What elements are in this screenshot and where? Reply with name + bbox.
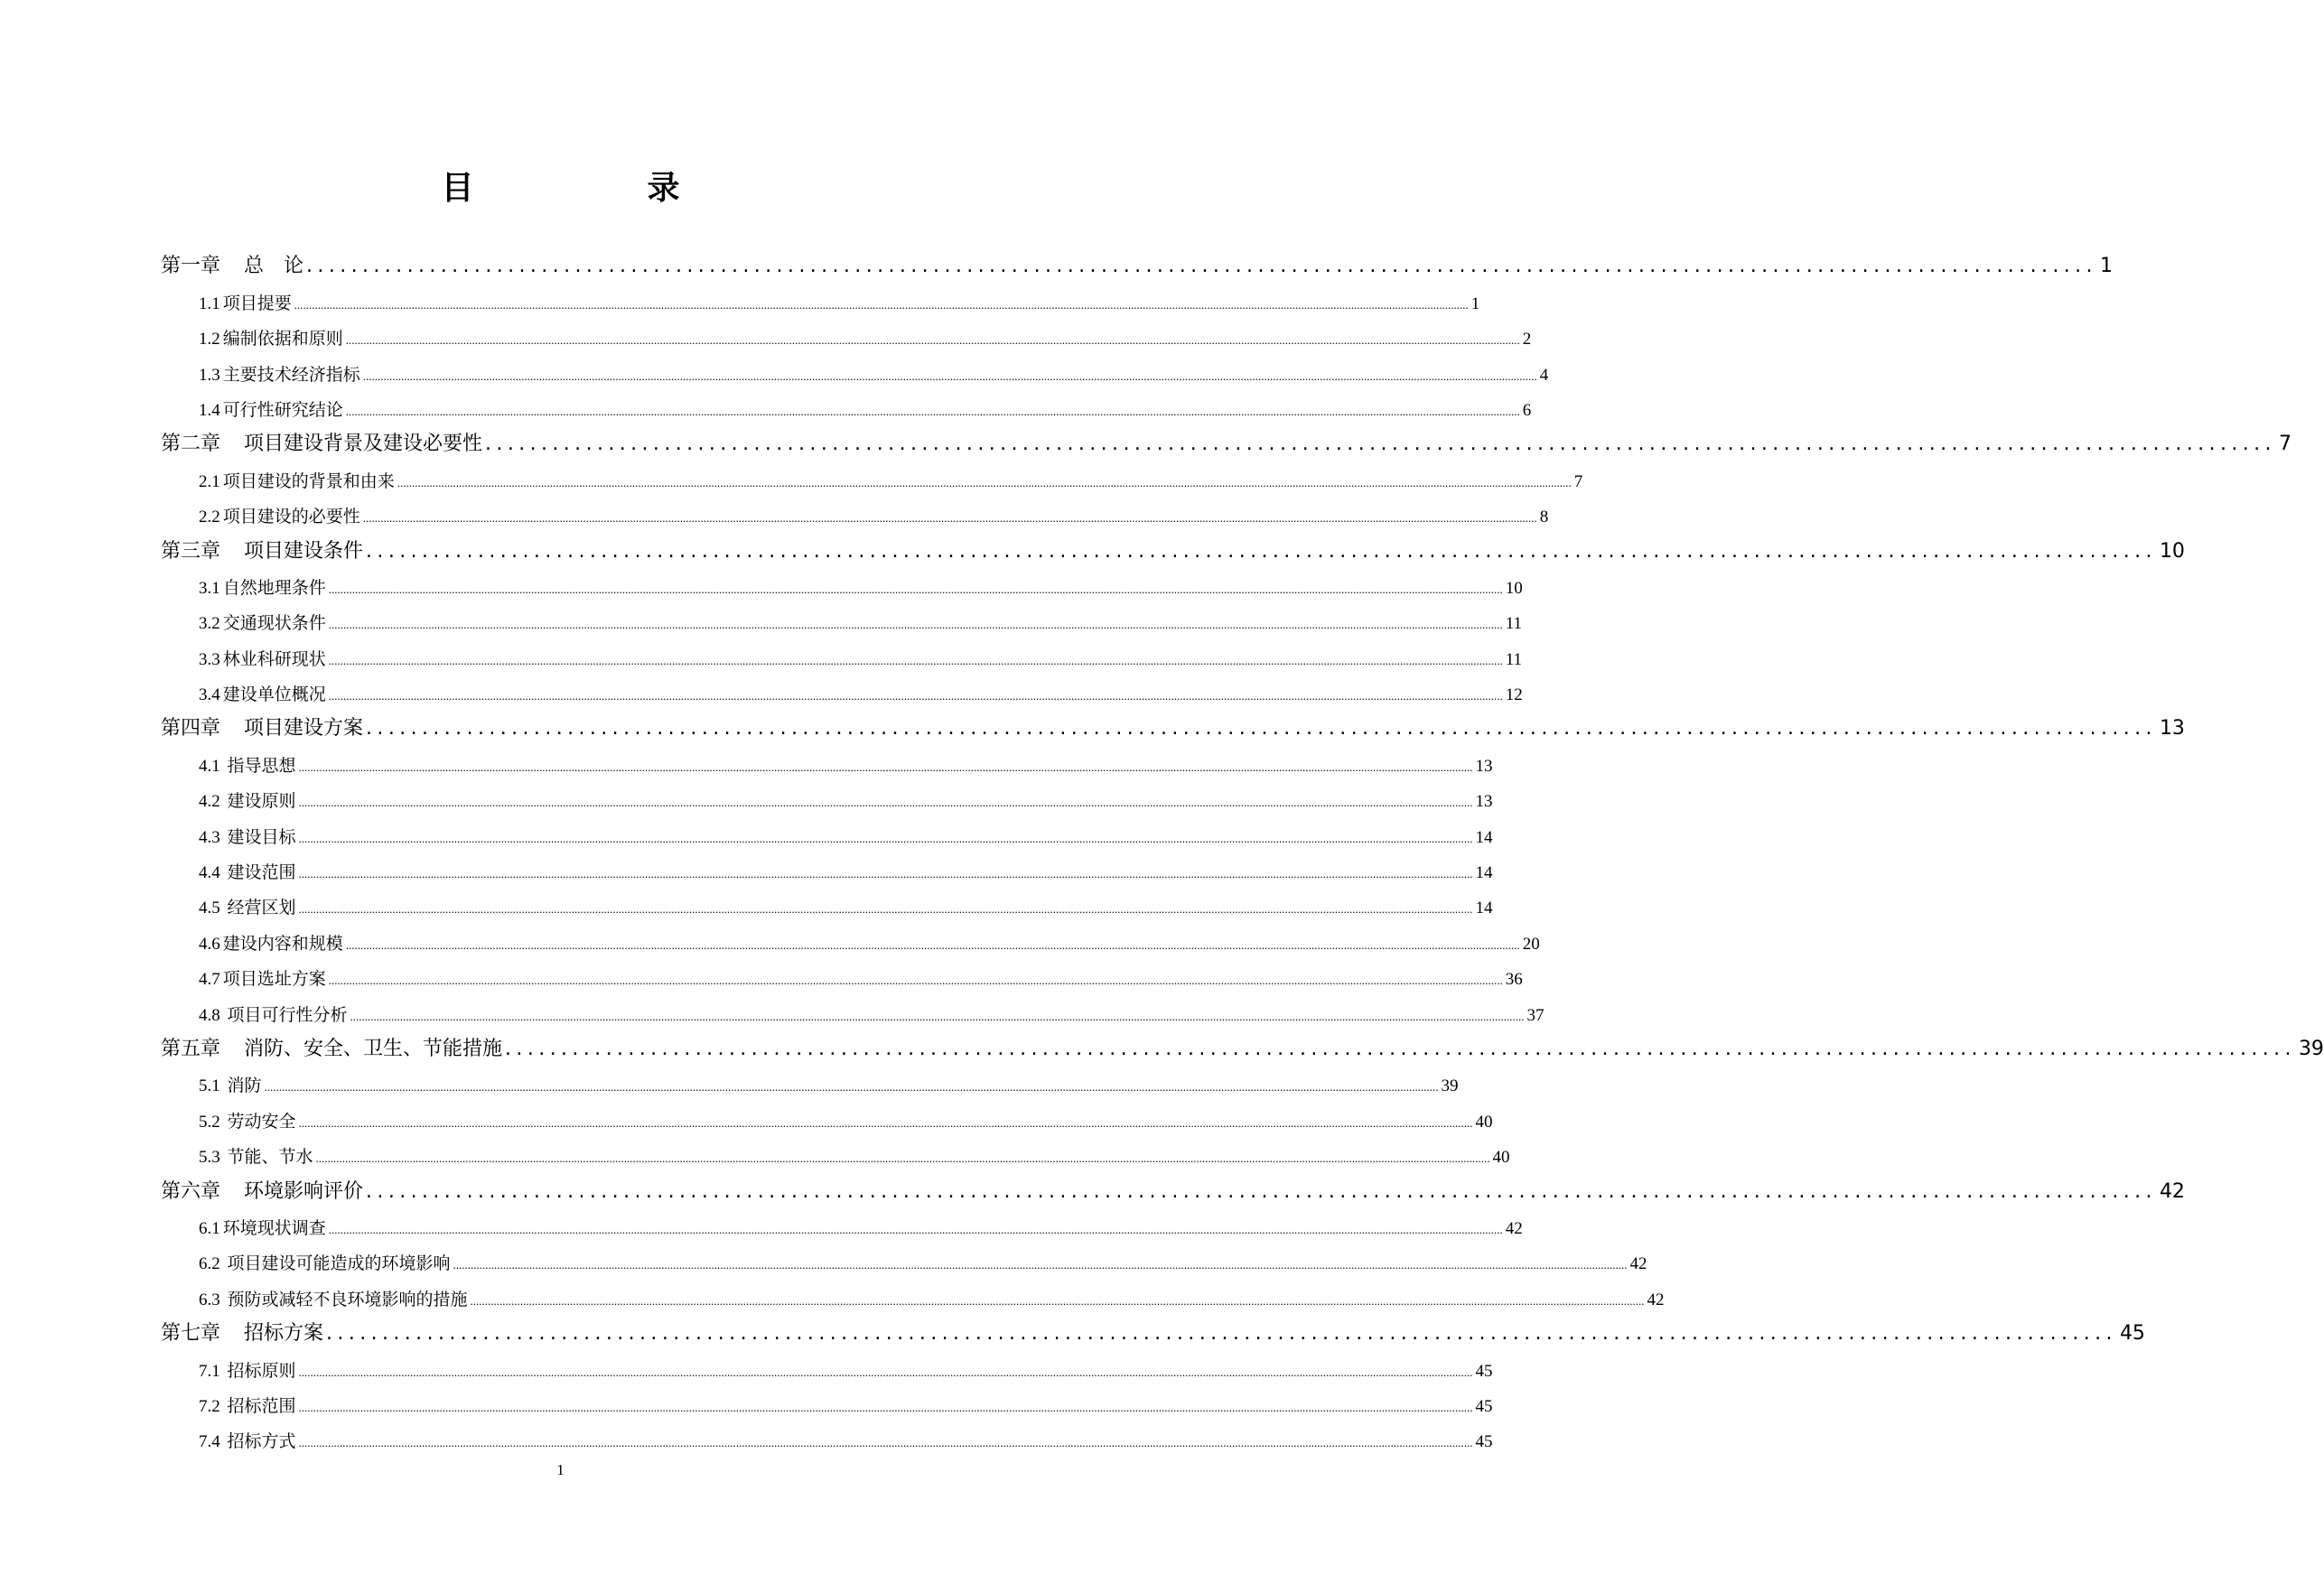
toc-section-entry[interactable] <box>161 498 1549 534</box>
section-page-number: 10 <box>1505 578 1523 598</box>
dot-leader: ................................................................................................................................................................ <box>306 255 2097 278</box>
section-title: 项目可行性分析 <box>222 1005 348 1025</box>
section-page-number: 4 <box>1539 365 1549 385</box>
section-page-number: 13 <box>1475 792 1493 812</box>
section-title: 建设目标 <box>222 827 296 847</box>
chapter-title: 招标方案 <box>244 1322 324 1346</box>
toc-section-entry[interactable] <box>161 605 1523 640</box>
section-page-number: 7 <box>1573 471 1583 491</box>
dot-leader: ................................................................................................................................................................................................................................................................................................................................................................................................................ <box>264 1080 1439 1095</box>
section-page-number: 11 <box>1505 614 1523 634</box>
section-page-number: 42 <box>1647 1290 1665 1309</box>
section-title: 环境现状调查 <box>222 1218 326 1238</box>
section-label: 6.1 <box>199 1218 220 1238</box>
section-title: 建设原则 <box>222 792 296 812</box>
toc-section-entry[interactable] <box>161 1067 1459 1103</box>
dot-leader: ................................................................................................................................................................................................................................................................................................................................................................................................................ <box>298 902 1473 917</box>
dot-leader: ................................................................................................................................................................................................................................................................................................................................................................................................................ <box>315 1151 1490 1166</box>
section-page-number: 20 <box>1522 934 1540 954</box>
toc-section-entry[interactable] <box>161 854 1493 890</box>
dot-leader: ................................................................................................................................................................................................................................................................................................................................................................................................................ <box>470 1293 1645 1308</box>
dot-leader: ................................................................................................................................................................................................................................................................................................................................................................................................................ <box>453 1258 1628 1272</box>
section-label: 1.3 <box>199 365 220 385</box>
section-page-number: 11 <box>1505 649 1523 669</box>
section-title: 项目选址方案 <box>222 970 326 990</box>
section-title: 林业科研现状 <box>222 649 326 669</box>
chapter-page-number: 1 <box>2099 255 2113 278</box>
section-title: 招标方式 <box>222 1432 296 1452</box>
dot-leader: ................................................................................................................................................................................................................................................................................................................................................................................................................ <box>298 867 1473 881</box>
dot-leader: ................................................................................................................................................................................................................................................................................................................................................................................................................ <box>298 1365 1473 1379</box>
section-label: 7.4 <box>199 1432 220 1452</box>
toc-section-entry[interactable] <box>161 676 1523 712</box>
section-label: 2.1 <box>199 471 220 491</box>
section-label: 4.3 <box>199 827 220 847</box>
toc-section-entry[interactable] <box>161 890 1493 925</box>
toc-section-entry[interactable] <box>161 462 1583 498</box>
dot-leader: ................................................................................................................................................................ <box>485 433 2276 456</box>
section-title: 项目建设的背景和由来 <box>222 471 395 491</box>
toc-section-entry[interactable] <box>161 818 1493 853</box>
section-label: 4.8 <box>199 1005 220 1025</box>
dot-leader: ................................................................................................................................................................................................................................................................................................................................................................................................................ <box>298 759 1473 774</box>
section-title: 指导思想 <box>222 756 296 776</box>
section-page-number: 42 <box>1629 1254 1647 1274</box>
section-title: 预防或减轻不良环境影响的措施 <box>222 1290 468 1309</box>
section-title: 项目提要 <box>222 294 292 313</box>
dot-leader: ................................................................................................................................................................ <box>366 539 2157 563</box>
chapter-title: 项目建设方案 <box>244 717 364 741</box>
dot-leader: ................................................................................................................................................................................................................................................................................................................................................................................................................ <box>298 831 1473 845</box>
section-page-number: 45 <box>1475 1396 1493 1416</box>
toc-chapter-entry[interactable] <box>161 1317 2145 1352</box>
chapter-page-number: 7 <box>2278 433 2291 456</box>
chapter-label: 第二章 <box>161 433 221 456</box>
section-page-number: 45 <box>1475 1361 1493 1381</box>
section-title: 自然地理条件 <box>222 578 326 598</box>
section-label: 1.2 <box>199 330 220 349</box>
section-label: 7.1 <box>199 1361 220 1381</box>
toc-title: 目 录 <box>441 170 751 207</box>
section-page-number: 14 <box>1475 899 1493 918</box>
dot-leader: ................................................................................................................................................................................................................................................................................................................................................................................................................ <box>328 582 1503 596</box>
dot-leader: ................................................................................................................................................................ <box>366 717 2157 741</box>
toc-section-entry[interactable] <box>161 570 1523 605</box>
section-label: 4.7 <box>199 970 220 990</box>
toc-section-entry[interactable] <box>161 1281 1665 1316</box>
section-page-number: 45 <box>1475 1432 1493 1452</box>
section-label: 4.6 <box>199 934 220 954</box>
dot-leader: ................................................................................................................................................................................................................................................................................................................................................................................................................ <box>294 297 1469 312</box>
chapter-title: 总 论 <box>244 255 304 278</box>
section-page-number: 13 <box>1475 756 1493 776</box>
dot-leader: ................................................................................................................................................................ <box>366 1179 2157 1203</box>
chapter-title: 消防、安全、卫生、节能措施 <box>244 1037 503 1060</box>
section-title: 消防 <box>222 1076 262 1096</box>
section-title: 项目建设可能造成的环境影响 <box>222 1254 451 1274</box>
dot-leader: ................................................................................................................................................................................................................................................................................................................................................................................................................ <box>397 475 1572 489</box>
toc-section-entry[interactable] <box>161 1423 1493 1458</box>
chapter-label: 第七章 <box>161 1322 221 1346</box>
section-title: 建设内容和规模 <box>222 934 343 954</box>
section-page-number: 2 <box>1522 330 1532 349</box>
section-title: 交通现状条件 <box>222 614 326 634</box>
dot-leader: ................................................................................................................................................................................................................................................................................................................................................................................................................ <box>345 937 1520 952</box>
section-page-number: 6 <box>1522 400 1532 420</box>
dot-leader: ................................................................................................................................................................................................................................................................................................................................................................................................................ <box>298 1436 1473 1450</box>
toc-section-entry[interactable] <box>161 356 1549 391</box>
toc-list <box>161 249 2324 1458</box>
dot-leader: ................................................................................................................................................................................................................................................................................................................................................................................................................ <box>298 1400 1473 1414</box>
toc-section-entry[interactable] <box>161 640 1523 676</box>
toc-section-entry[interactable] <box>161 1352 1493 1387</box>
section-label: 4.4 <box>199 863 220 883</box>
toc-section-entry[interactable] <box>161 1139 1510 1174</box>
dot-leader: ................................................................................................................................................................................................................................................................................................................................................................................................................ <box>298 796 1473 810</box>
toc-section-entry[interactable] <box>161 747 1493 782</box>
section-label: 7.2 <box>199 1396 220 1416</box>
toc-section-entry[interactable] <box>161 284 1480 320</box>
chapter-label: 第一章 <box>161 255 221 278</box>
chapter-label: 第六章 <box>161 1179 221 1203</box>
chapter-page-number: 10 <box>2159 539 2185 563</box>
section-label: 3.3 <box>199 649 220 669</box>
toc-chapter-entry[interactable] <box>161 1174 2185 1209</box>
section-page-number: 8 <box>1539 508 1549 527</box>
section-title: 建设单位概况 <box>222 685 326 705</box>
toc-section-entry[interactable] <box>161 996 1545 1031</box>
chapter-title: 环境影响评价 <box>244 1179 364 1203</box>
section-title: 项目建设的必要性 <box>222 508 360 527</box>
page-number: 1 <box>556 1461 565 1478</box>
section-label: 5.3 <box>199 1148 220 1168</box>
toc-section-entry[interactable] <box>161 925 1540 960</box>
section-label: 3.4 <box>199 685 220 705</box>
section-page-number: 39 <box>1441 1076 1459 1096</box>
chapter-page-number: 45 <box>2119 1322 2145 1346</box>
chapter-title: 项目建设背景及建设必要性 <box>244 433 483 456</box>
section-label: 4.2 <box>199 792 220 812</box>
section-label: 4.1 <box>199 756 220 776</box>
dot-leader: ................................................................................................................................................................................................................................................................................................................................................................................................................ <box>328 1222 1503 1236</box>
chapter-label: 第五章 <box>161 1037 221 1060</box>
chapter-page-number: 42 <box>2159 1179 2185 1203</box>
dot-leader: ................................................................................................................................................................ <box>326 1322 2117 1346</box>
chapter-title: 项目建设条件 <box>244 539 364 563</box>
section-page-number: 42 <box>1505 1218 1523 1238</box>
section-title: 主要技术经济指标 <box>222 365 360 385</box>
toc-section-entry[interactable] <box>161 1103 1493 1138</box>
toc-section-entry[interactable] <box>161 783 1493 818</box>
dot-leader: ................................................................................................................................................................................................................................................................................................................................................................................................................ <box>328 618 1503 632</box>
section-title: 劳动安全 <box>222 1112 296 1132</box>
section-page-number: 40 <box>1492 1148 1510 1168</box>
section-page-number: 14 <box>1475 827 1493 847</box>
section-label: 5.2 <box>199 1112 220 1132</box>
chapter-label: 第三章 <box>161 539 221 563</box>
toc-chapter-entry[interactable] <box>161 1032 2324 1067</box>
dot-leader: ................................................................................................................................................................................................................................................................................................................................................................................................................ <box>362 511 1537 526</box>
section-page-number: 14 <box>1475 863 1493 883</box>
dot-leader: ................................................................................................................................................................................................................................................................................................................................................................................................................ <box>328 974 1503 988</box>
section-label: 3.1 <box>199 578 220 598</box>
section-page-number: 1 <box>1470 294 1480 313</box>
toc-section-entry[interactable] <box>161 1388 1493 1423</box>
chapter-label: 第四章 <box>161 717 221 741</box>
chapter-page-number: 39 <box>2298 1037 2324 1060</box>
chapter-page-number: 13 <box>2159 717 2185 741</box>
section-label: 3.2 <box>199 614 220 634</box>
dot-leader: ................................................................................................................................................................................................................................................................................................................................................................................................................ <box>350 1009 1525 1023</box>
dot-leader: ................................................................................................................................................................................................................................................................................................................................................................................................................ <box>362 368 1537 383</box>
section-page-number: 36 <box>1505 970 1523 990</box>
toc-section-entry[interactable] <box>161 961 1523 996</box>
dot-leader: ................................................................................................................................................................................................................................................................................................................................................................................................................ <box>345 333 1520 348</box>
toc-chapter-entry[interactable] <box>161 534 2185 569</box>
dot-leader: ................................................................................................................................................................................................................................................................................................................................................................................................................ <box>328 653 1503 667</box>
section-title: 可行性研究结论 <box>222 400 343 420</box>
section-label: 6.2 <box>199 1254 220 1274</box>
section-label: 4.5 <box>199 899 220 918</box>
dot-leader: ................................................................................................................................................................ <box>505 1037 2296 1060</box>
toc-section-entry[interactable] <box>161 1210 1523 1245</box>
section-title: 经营区划 <box>222 899 296 918</box>
section-label: 2.2 <box>199 508 220 527</box>
section-label: 5.1 <box>199 1076 220 1096</box>
dot-leader: ................................................................................................................................................................................................................................................................................................................................................................................................................ <box>345 404 1520 418</box>
section-title: 节能、节水 <box>222 1148 313 1168</box>
toc-section-entry[interactable] <box>161 321 1532 356</box>
dot-leader: ................................................................................................................................................................................................................................................................................................................................................................................................................ <box>298 1115 1473 1130</box>
section-title: 编制依据和原则 <box>222 330 343 349</box>
section-label: 6.3 <box>199 1290 220 1309</box>
section-label: 1.4 <box>199 400 220 420</box>
toc-chapter-entry[interactable] <box>161 712 2185 747</box>
section-title: 招标范围 <box>222 1396 296 1416</box>
toc-section-entry[interactable] <box>161 1245 1647 1281</box>
section-title: 建设范围 <box>222 863 296 883</box>
toc-chapter-entry[interactable] <box>161 427 2291 462</box>
section-label: 1.1 <box>199 294 220 313</box>
toc-chapter-entry[interactable] <box>161 249 2113 284</box>
toc-section-entry[interactable] <box>161 392 1532 427</box>
section-title: 招标原则 <box>222 1361 296 1381</box>
section-page-number: 12 <box>1505 685 1523 705</box>
dot-leader: ................................................................................................................................................................................................................................................................................................................................................................................................................ <box>328 689 1503 703</box>
section-page-number: 40 <box>1475 1112 1493 1132</box>
section-page-number: 37 <box>1526 1005 1545 1025</box>
